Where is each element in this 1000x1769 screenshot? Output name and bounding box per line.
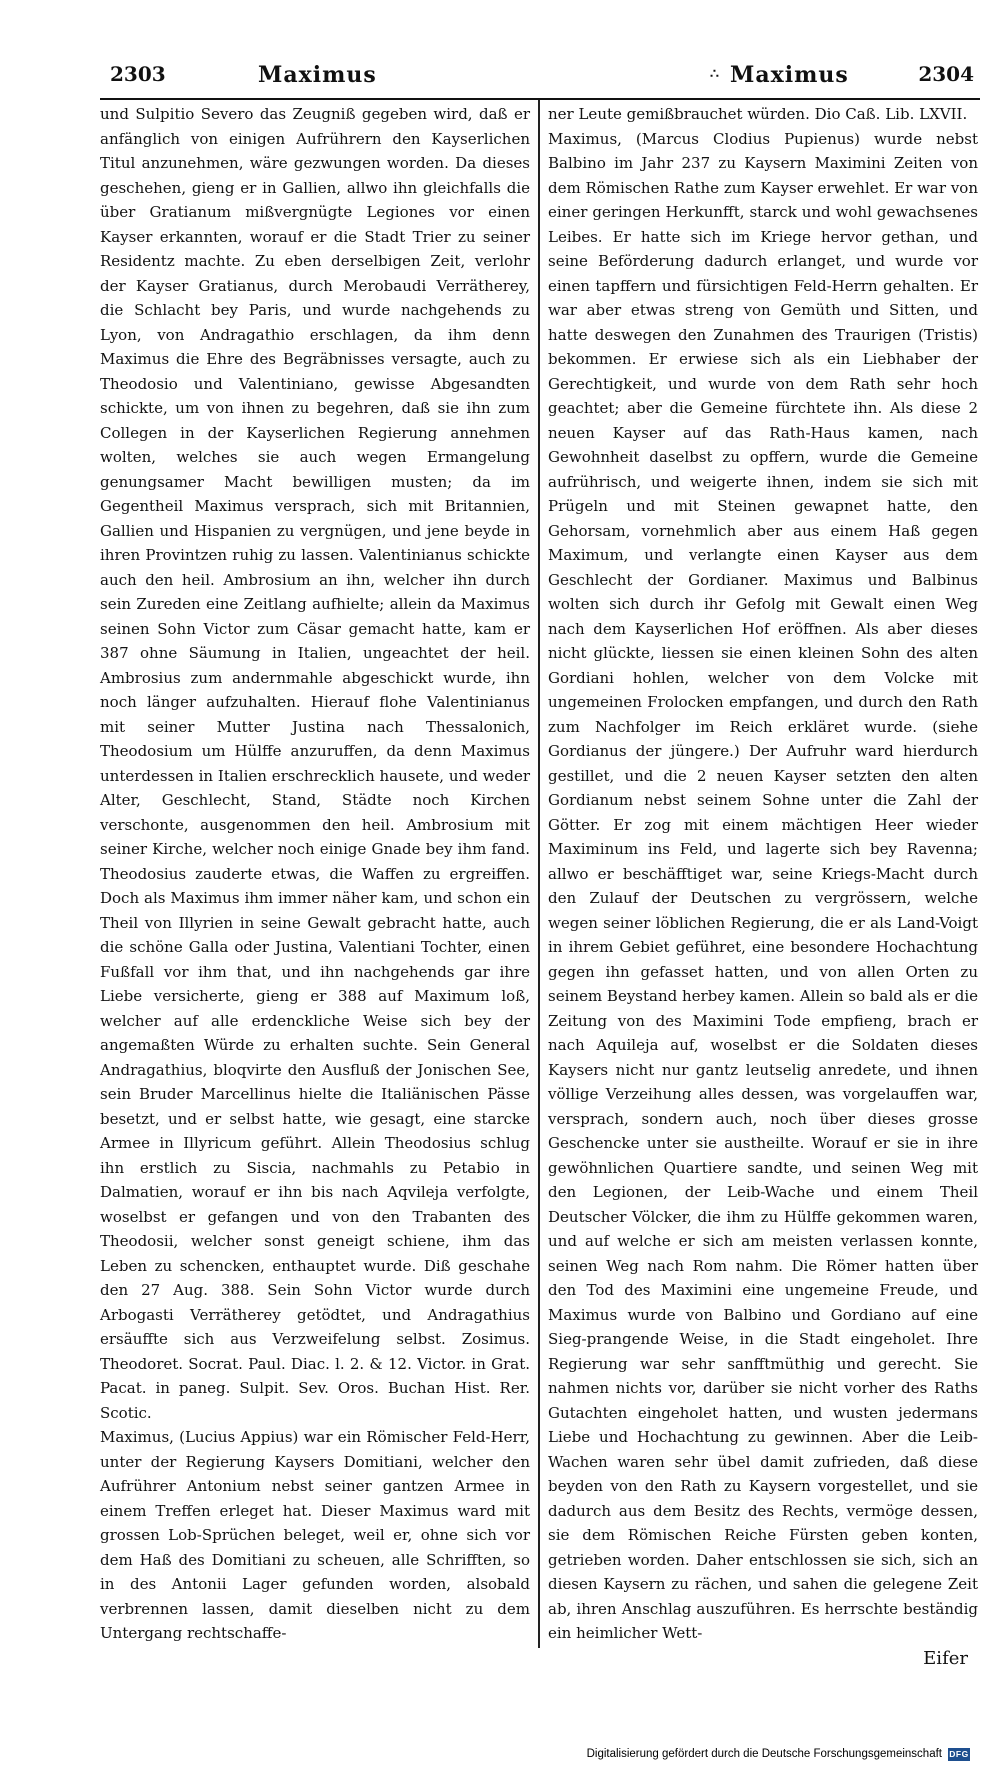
running-title-left: Maximus (258, 62, 377, 88)
running-title-right: Maximus (730, 62, 849, 88)
digitization-footer (580, 1744, 970, 1764)
ornament-icon: ∴ (710, 66, 719, 82)
entry-continuation: ner Leute gemißbrauchet würden. Dio Caß. Lib. LXVII. (548, 105, 968, 123)
entry-maximus-lucius-appius: Maximus, (Lucius Appius) war ein Römischer Feld-Herr, unter der Regierung Kaysers Domitiani, welcher den Aufrührer Antonium nebst seiner gantzen Armee in einem Treffen erleget hat. Dieser Maximus ward mit grossen Lob-Sprüchen beleget, weil er, ohne sich vor dem Haß des Domitiani zu scheuen, alle Schrifften, so in des Antonii Lager gefunden worden, alsobald verbrennen lassen, damit dieselben nicht zu dem Untergang rechtschaffe- (100, 1428, 530, 1642)
left-column (100, 102, 530, 1646)
page-number-left: 2303 (110, 62, 166, 86)
header-rule (100, 98, 980, 100)
column-divider (538, 100, 540, 1648)
page-number-right: 2304 (918, 62, 974, 86)
entry-maximus-pupienus: Maximus, (Marcus Clodius Pupienus) wurde nebst Balbino im Jahr 237 zu Kaysern Maximini Zeiten von dem Römischen Rathe zum Kayser erwehlet. Er war von einer geringen Herkunfft, starck und wohl gewachsenes Leibes. Er hatte sich im Kriege hervor gethan, und seine Beförderung dadurch erlanget, und wurde vor einen tapffern und fürsichtigen Feld-Herrn gehalten. Er war aber etwas streng von Gemüth und Sitten, und hatte deswegen den Zunahmen des Traurigen (Tristis) bekommen. Er erwiese sich als ein Liebhaber der Gerechtigkeit, und wurde von dem Rath sehr hoch geachtet; aber die Gemeine fürchtete ihn. Als diese 2 neuen Kayser auf das Rath-Haus kamen, nach Gewohnheit daselbst zu opffern, wurde die Gemeine aufrührisch, und weigerte ihnen, indem sie sich mit Prügeln und mit Steinen gewapnet hatte, den Gehorsam, vornehmlich aber aus einem Haß gegen Maximum, und verlangte einen Kayser aus dem Geschlecht der Gordianer. Maximus und Balbinus wolten sich durch ihr Gefolg mit Gewalt einen Weg nach dem Kayserlichen Hof eröffnen. Als aber dieses nicht glückte, liessen sie einen kleinen Sohn des alten Gordiani hohlen, welcher von dem Volcke mit ungemeinen Frolocken empfangen, und durch den Rath zum Nachfolger im Reich erkläret wurde. (siehe Gordianus der jüngere.) Der Aufruhr ward hierdurch gestillet, und die 2 neuen Kayser setzten den alten Gordianum nebst seinem Sohne unter die Zahl der Götter. Er zog mit einem mächtigen Heer wieder Maximinum ins Feld, und lagerte sich bey Ravenna; allwo er beschäfftiget war, seine Kriegs-Macht durch den Zulauf der Deutschen zu vergrössern, welche wegen seiner löblichen Regierung, die er als Land-Voigt in ihrem Gebiet geführet, eine besondere Hochachtung gegen ihn gefasset hatten, und von allen Orten zu seinem Beystand herbey kamen. Allein so bald als er die Zeitung von des Maximini Tode empfieng, brach er nach Aquileja auf, woselbst er die Soldaten dieses Kaysers nicht nur gantz leutselig anredete, und ihnen völlige Verzeihung alles dessen, was vorgelauffen war, versprach, sondern auch, noch über dieses grosse Geschencke unter sie austheilte. Worauf er sie in ihre gewöhnlichen Quartiere sandte, und seinen Weg mit den Legionen, der Leib-Wache und einem Theil Deutscher Völcker, die ihm zu Hülffe gekommen waren, und auf welche er sich am meisten verlassen konnte, seinen Weg nach Rom nahm. Die Römer hatten über den Tod des Maximini eine ungemeine Freude, und Maximus wurde von Balbino und Gordiano auf eine Sieg-prangende Weise, in die Stadt eingeholet. Ihre Regierung war sehr sanfftmüthig und gerecht. Sie nahmen nichts vor, darüber sie nicht vorher des Raths Gutachten eingeholet hatten, und wusten jedermans Liebe und Hochachtung zu gewinnen. Aber die Leib-Wachen waren sehr übel damit zufrieden, daß diese beyden von den Rath zu Kaysern vorgestellet, und sie dadurch aus dem Besitz des Rechts, vermöge dessen, sie dem Römischen Reiche Fürsten geben konten, getrieben worden. Daher entschlossen sie sich, sich an diesen Kaysern zu rächen, und sahen die gelegene Zeit ab, ihren Anschlag auszuführen. Es herrschte beständig ein heimlicher Wett- (548, 129, 978, 1642)
catchword: Eifer (923, 1648, 968, 1669)
footer-credit: Digitalisierung gefördert durch die Deutsche Forschungsgemeinschaft (586, 1748, 942, 1760)
entry-maximus-magnus-continued: und Sulpitio Severo das Zeugniß gegeben wird, daß er anfänglich von einigen Aufrührern den Kayserlichen Titul anzunehmen, wäre gezwungen worden. Da dieses geschehen, gieng er in Gallien, allwo ihn gleichfalls die über Gratianum mißvergnügte Legiones vor einen Kayser erkannten, worauf er die Stadt Trier zu seiner Residentz machte. Zu eben derselbigen Zeit, verlohr der Kayser Gratianus, durch Merobaudi Verrätherey, die Schlacht bey Paris, und wurde nachgehends zu Lyon, von Andragathio erschlagen, da ihm denn Maximus die Ehre des Begräbnisses versagte, auch zu Theodosio und Valentiniano, gewisse Abgesandten schickte, um von ihnen zu begehren, daß sie ihn zum Collegen in der Kayserlichen Regierung annehmen wolten, welches sie auch wegen Ermangelung genungsamer Macht bewilligen musten; da im Gegentheil Maximus versprach, sich mit Britannien, Gallien und Hispanien zu vergnügen, und jene beyde in ihren Provintzen ruhig zu lassen. Valentinianus schickte auch den heil. Ambrosium an ihn, welcher ihn durch sein Zureden eine Zeitlang aufhielte; allein da Maximus seinen Sohn Victor zum Cäsar gemacht hatte, kam er 387 ohne Säumung in Italien, ungeachtet der heil. Ambrosius zum andernmahle abgeschickt wurde, ihn noch länger aufzuhalten. Hierauf flohe Valentinianus mit seiner Mutter Justina nach Thessalonich, Theodosium um Hülffe anzuruffen, da denn Maximus unterdessen in Italien erschrecklich hausete, und weder Alter, Geschlecht, Stand, Städte noch Kirchen verschonte, ausgenommen den heil. Ambrosium mit seiner Kirche, welcher noch einige Gnade bey ihm fand. Theodosius zauderte etwas, die Waffen zu ergreiffen. Doch als Maximus ihm immer näher kam, und schon ein Theil von Illyrien in seine Gewalt gebracht hatte, auch die schöne Galla oder Justina, Valentiani Tochter, einen Fußfall vor ihm that, und ihn nachgehends gar ihre Liebe versicherte, gieng er 388 auf Maximum loß, welcher auf alle erdenckliche Weise sich bey der angemaßten Würde zu erhalten suchte. Sein General Andragathius, bloqvirte den Ausfluß der Jonischen See, sein Bruder Marcellinus hielte die Italiänischen Pässe besetzt, und er selbst hatte, wie gesagt, eine starcke Armee in Illyricum geführt. Allein Theodosius schlug ihn erstlich zu Siscia, nachmahls zu Petabio in Dalmatien, worauf er ihn bis nach Aqvileja verfolgte, woselbst er gefangen und von den Trabanten des Theodosii, welcher sonst geneigt schiene, ihm das Leben zu schencken, enthauptet wurde. Diß geschahe den 27 Aug. 388. Sein Sohn Victor wurde durch Arbogasti Verrätherey getödtet, und Andragathius ersäuffte sich aus Verzweifelung selbst. Zosimus. Theodoret. Socrat. Paul. Diac. l. 2. & 12. Victor. in Grat. Pacat. in paneg. Sulpit. Sev. Oros. Buchan Hist. Rer. Scotic. (100, 105, 530, 1422)
dfg-logo-icon: DFG (949, 1749, 969, 1759)
right-column (548, 102, 978, 1646)
page-header (100, 62, 980, 100)
